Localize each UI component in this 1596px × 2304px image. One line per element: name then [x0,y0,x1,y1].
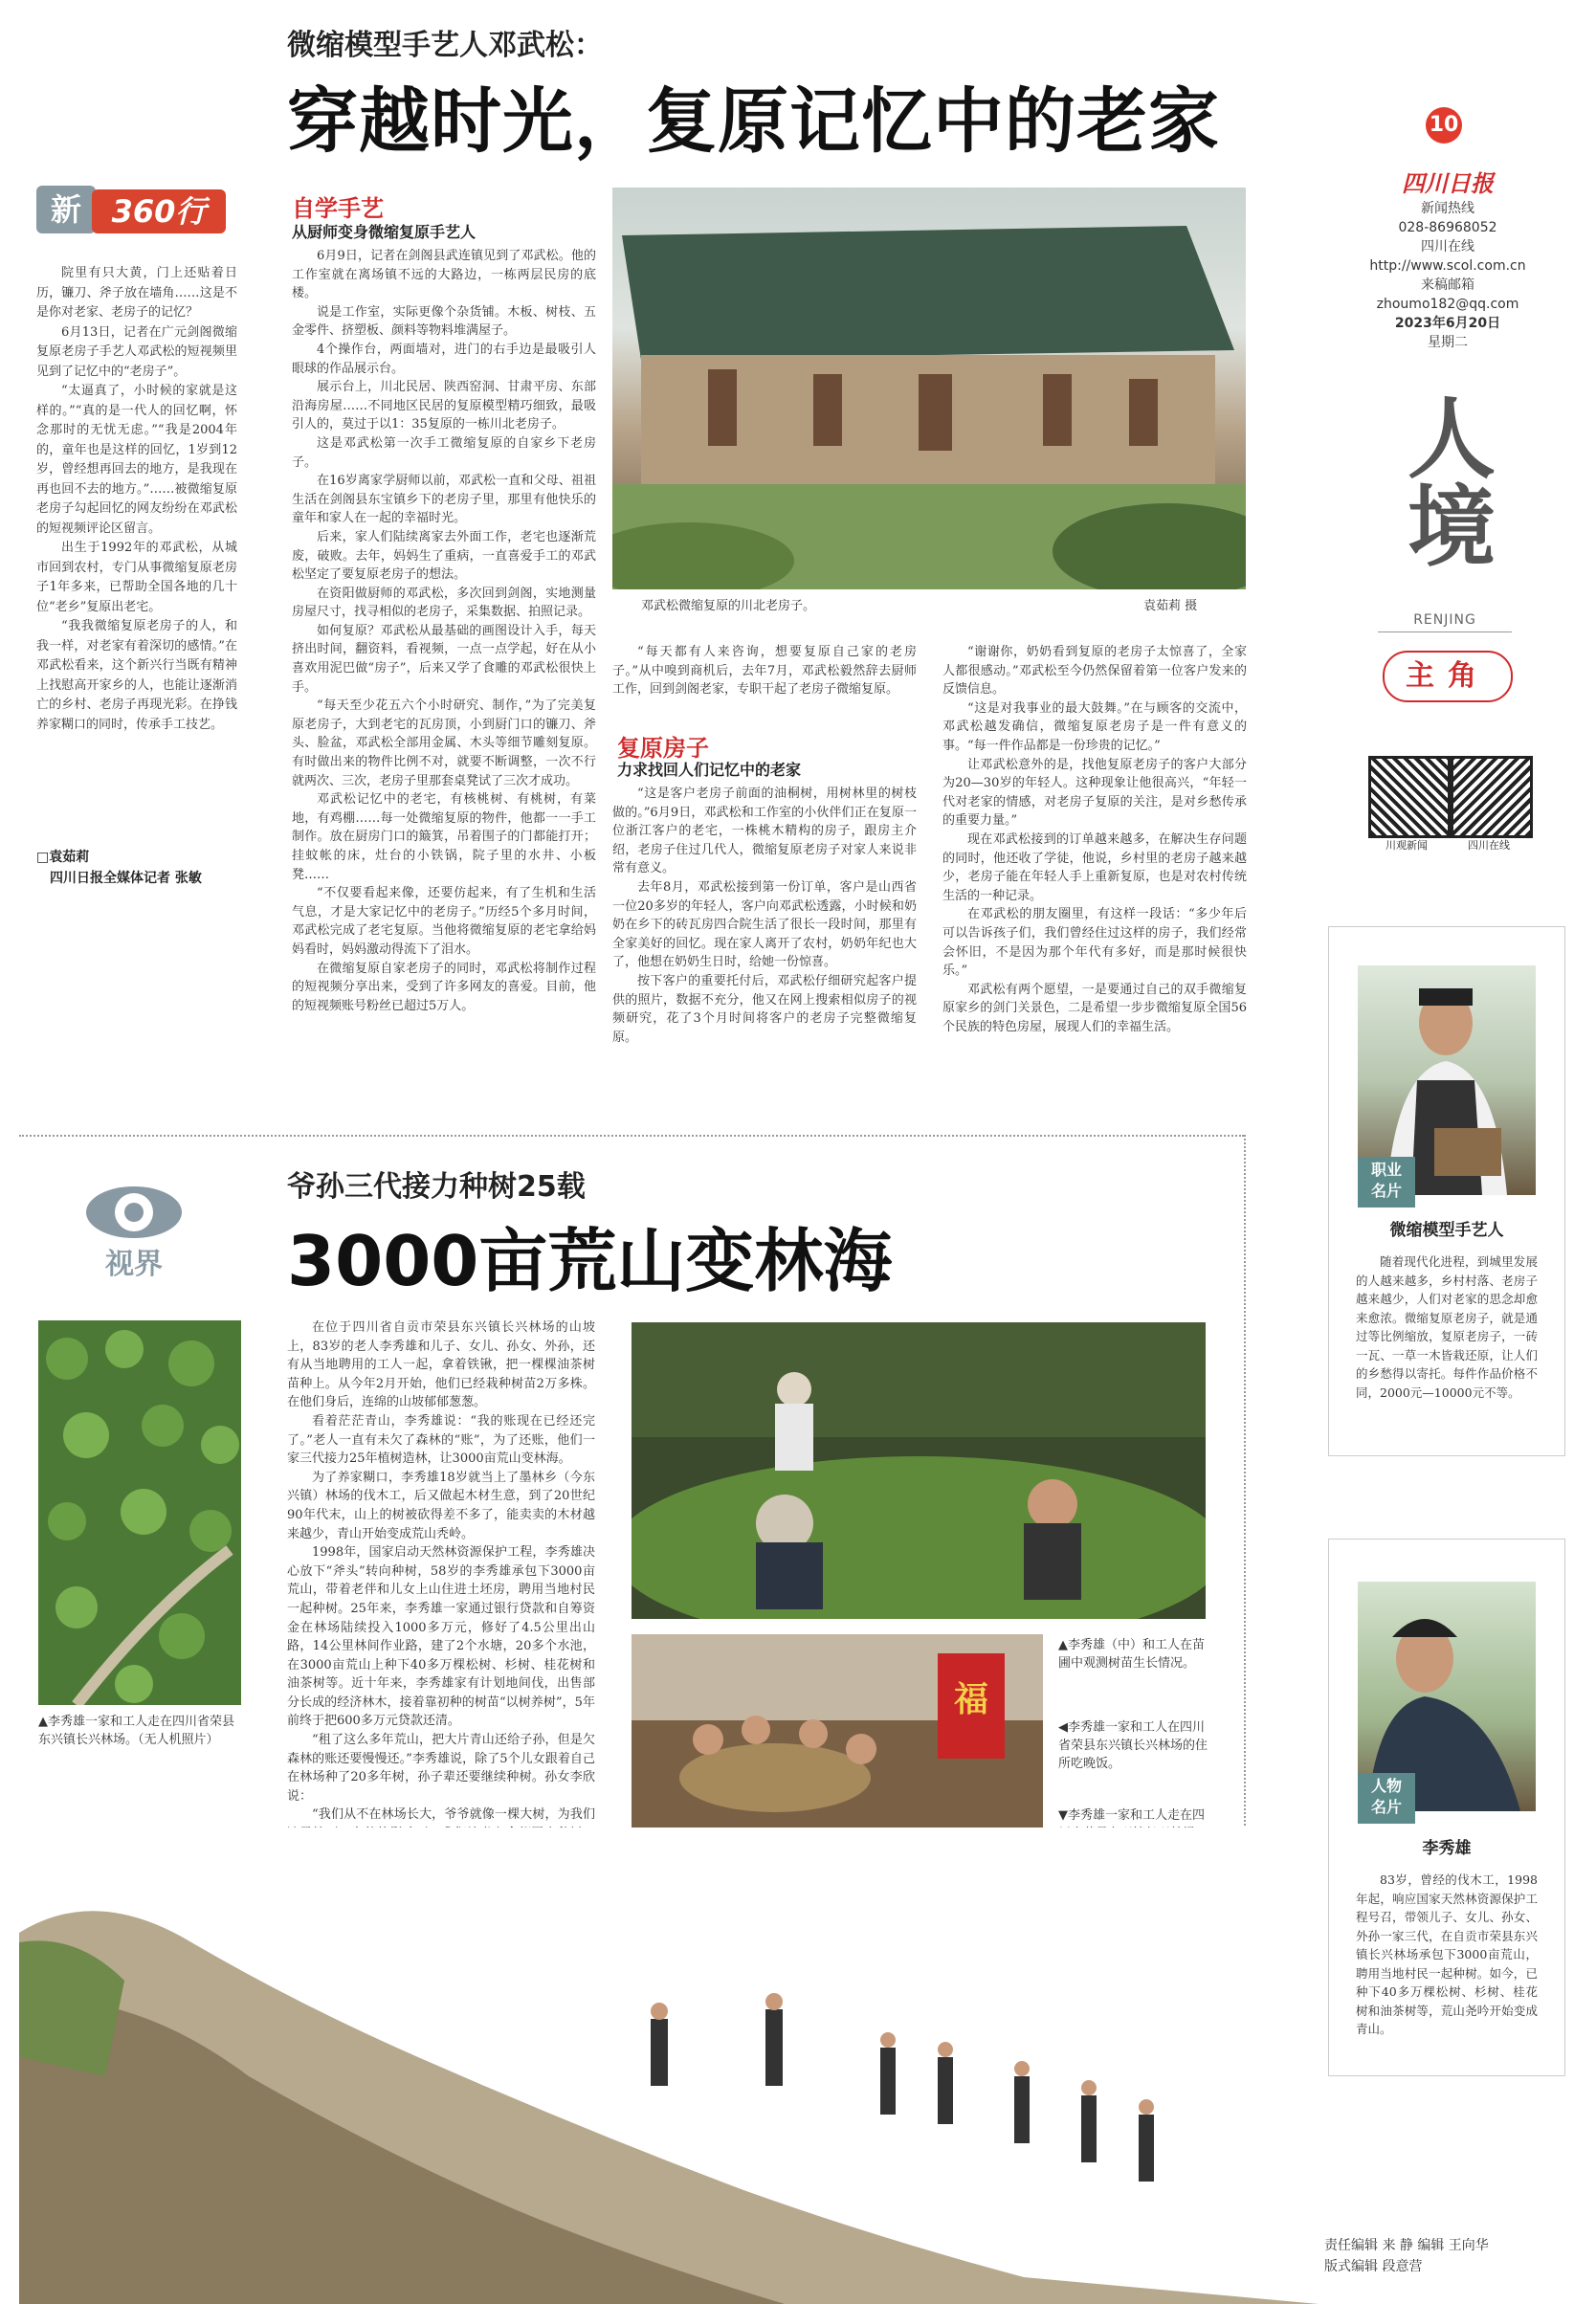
paragraph: 6月9日，记者在剑阁县武连镇见到了邓武松。他的工作室就在离场镇不远的大路边，一栋两层民房的底楼。 [292,249,596,301]
paragraph: “谢谢你，奶奶看到复原的老房子太惊喜了，全家人都很感动。”邓武松至今仍然保留着第一位客户发来的反馈信息。 [942,645,1247,698]
fu-character: 福 [953,1680,988,1719]
paragraph: “每天至少花五六个小时研究、制作，”为了完美复原老房子，大到老宅的瓦房顶，小到厨门口的镰刀、斧头、脸盆，邓武松全部用金属、木头等细节雕刻复原。有时做出来的物件比例不对，就要不断调整，一次不行就两次、三次，老房子里那套桌凳试了三次才成功。 [292,698,596,788]
paragraph: 4个操作台，两面墙对，进门的右手边是最吸引人眼球的作品展示台。 [292,342,596,376]
weekday: 星期二 [1428,335,1468,350]
profile1-badge [1358,1157,1415,1207]
profile-card-li [1328,1539,1565,2076]
paragraph: 在资阳做厨师的邓武松，多次回到剑阁，实地测量房屋尺寸，找寻相似的老房子，采集数据、拍照记录。 [292,586,596,620]
nursery-photo [632,1322,1206,1619]
paragraph: 出生于1992年的邓武松，从城市回到农村，专门从事微缩复原老房子1年多来，已帮助全国各地的几十位“老乡”复原出老宅。 [36,541,237,614]
photo-caption: 邓武松微缩复原的川北老房子。 [641,599,816,613]
story1-headline: 穿越时光，复原记忆中的老家 [287,80,1220,163]
hillside-illustration [19,1828,1319,2304]
divider [19,1135,1244,1137]
qr-code-icon [1451,756,1533,838]
sec2-title: 复原房子 [617,734,709,762]
paragraph: “我我微缩复原老房子的人，和我一样，对老家有着深切的感情。”在邓武松看来，这个新兴行当既有精神上找慰高开家乡的人，也能让逐渐消亡的乡村、老房子再现光彩。在挣钱养家糊口的同时，传承手工技艺。 [36,619,237,732]
hotline: 028-86968052 [1398,220,1497,235]
paragraph: 说是工作室，实际更像个杂货铺。木板、树枝、五金零件、挤塑板、颜料等物料堆满屋子。 [292,304,596,339]
house-model-photo [612,188,1246,589]
paragraph: 如何复原？邓武松从最基础的画图设计入手，每天挤出时间，翻资料，看视频，一点一点学起，好在从小喜欢用泥巴做“房子”，后来又学了食雕的邓武松很快上手。 [292,623,596,695]
column-tag [36,182,232,235]
qr1-caption: 川观新闻 [1385,839,1428,852]
aerial-forest-illustration [38,1320,241,1705]
paragraph: 展示台上，川北民居、陕西窑洞、甘肃平房、东部沿海房屋……不同地区民居的复原模型精巧细致，最吸引人的，莫过于以1：35复原的一栋川北老房子。 [292,380,596,432]
hotline-label: 新闻热线 [1421,201,1474,216]
paragraph: 83岁，曾经的伐木工，1998年起，响应国家天然林资源保护工程号召，带领儿子、女儿、孙女、外孙一家三代，在自贡市荣县东兴镇长兴林场承包下3000亩荒山，聘用当地村民一起种树。如今，已种下40多万棵松树、杉树、桂花树和油茶树等，荒山尧吟开始变成青山。 [1356,1872,1538,2036]
profile1-badge-bottom: 名片 [1370,1182,1402,1200]
sec2-subtitle: 力求找回人们记忆中的老家 [617,761,802,779]
site-url: http://www.scol.com.cn [1369,258,1526,274]
story1-col3 [942,643,1247,1036]
paragraph: 按下客户的重要托付后，邓武松仔细研究起客户提供的照片，数据不充分，他又在网上搜索相似房子的视频研究，花了3个月时间将客户的老房子完整微缩复原。 [612,973,917,1045]
paragraph: “每天都有人来咨询，想要复原自己家的老房子。”从中嗅到商机后，去年7月，邓武松毅然辞去厨师工作，回到剑阁老家，专职干起了老房子微缩复原。 [612,645,917,698]
paragraph: 为了养家糊口，李秀雄18岁就当上了墨林乡（今东兴镇）林场的伐木工，后又做起木材生意，到了20世纪90年代末，山上的树被砍得差不多了，能卖卖的木材越来越少，青山开始变成荒山秃岭。 [287,1470,595,1541]
house-model-illustration [612,188,1246,589]
paragraph: “我们从不在林场长大，爷爷就像一棵大树，为我们 [312,1807,595,1823]
paragraph: 1998年，国家启动天然林资源保护工程，李秀雄决心放下“斧头”转向种树，58岁的李秀雄承包下3000亩荒山，带着老伴和儿女上山住进土坯房，聘用当地村民一起种树。25年来，李秀雄一家通过银行贷款和自筹资金在林场陆续投入1000多万元，修好了4.5公里出山路，14公里林间作业路，建了2个水塘，20多个水池，在3000亩荒山上种下40多万棵松树、杉树、桂花树和油茶树等。近十年来，李秀雄家有计划地间伐，出售部分长成的经济林木，接着靠初种的树苗“以树养树”，5年前终于把600多万元贷款还清。 [287,1545,595,1729]
column-tag-a: 新 [36,186,96,233]
email-label: 来稿邮箱 [1421,277,1474,293]
dinner-photo [632,1634,1043,1856]
profile2-text [1356,1871,1538,2039]
dinner-illustration [632,1634,1043,1856]
profile1-badge-top: 职业 [1370,1161,1402,1179]
caption-r1: ▲李秀雄（中）和工人在苗圃中观测树苗生长情况。 [1058,1638,1205,1671]
profile2-badge-bottom: 名片 [1370,1798,1402,1816]
byline-reporter: □袁茹莉 [36,850,90,865]
shijie-label: 视界 [105,1248,163,1281]
paper-logo: 四川日报 [1402,169,1494,197]
profile1-title: 微缩模型手艺人 [1389,1221,1504,1240]
story1-sidebar [36,264,237,735]
profile2-name: 李秀雄 [1422,1839,1472,1858]
section-calligraphy [1378,392,1512,588]
profile2-badge-top: 人物 [1370,1777,1402,1795]
story2-body [287,1318,595,1881]
email: zhoumo182@qq.com [1376,297,1519,312]
paragraph: 6月13日，记者在广元剑阁微缩复原老房子手艺人邓武松的短视频里见到了记忆中的“老房子”。 [36,324,237,379]
page-number: 10 [1426,107,1462,144]
column-badge: 主角 [1383,651,1513,702]
masthead-info [1347,199,1548,352]
section-calligraphy-text: 人境 [1393,392,1496,568]
paragraph: 让邓武松意外的是，找他复原老房子的客户大部分为20—30岁的年轻人。这种现象让他很高兴，“年轻一代对老家的情感，对老房子复原的关注，是对乡愁传承的重要力量。” [942,757,1247,829]
paragraph: 后来，家人们陆续离家去外面工作，老宅也逐渐荒废，破败。去年，妈妈生了重病，一直喜爱手工的邓武松坚定了要复原老房子的想法。 [292,529,596,583]
paragraph: “这是客户老房子前面的油桐树，用树林里的树枝做的。”6月9日，邓武松和工作室的小伙伴们正在复原一位浙江客户的老宅，一株桃木精构的房子，跟房主介绍，老房子住过几代人，微缩复原老房子对家人来说非常有意义。 [612,786,917,876]
paragraph: 现在邓武松接到的订单越来越多，在解决生存问题的同时，他还收了学徒，他说，乡村里的老房子越来越少，老房子能在年轻人手上重新复原，也是对农村传统生活的一种记录。 [942,831,1247,903]
footer-credits [1324,2235,1489,2277]
paragraph: 在微缩复原自家老房子的同时，邓武松将制作过程的短视频分享出来，受到了许多网友的喜爱。目前，他的短视频账号粉丝已超过5万人。 [292,961,596,1013]
story1-byline [36,847,237,889]
paragraph: 在16岁离家学厨师以前，邓武松一直和父母、祖祖生活在剑阁县东宝镇乡下的老房子里，那里有他快乐的童年和家人在一起的幸福时光。 [292,474,596,526]
story1-kicker: 微缩模型手艺人邓武松： [287,29,603,62]
paragraph: 随着现代化进程，到城里发展的人越来越多，乡村村落、老房子越来越少，人们对老家的思念却愈来愈浓。微缩复原老房子，就是通过等比例缩放，复原老房子，一砖一瓦、一草一木皆栽还原，让人们的乡愁得以寄托。每件作品价格不同，2000元—10000元不等。 [1356,1254,1538,1400]
paragraph: 在位于四川省自贡市荣县东兴镇长兴林场的山坡上，83岁的老人李秀雄和儿子、女儿、孙女、外孙，还有从当地聘用的工人一起，拿着铁锹，把一棵棵油茶树苗种上。从今年2月开始，他们已经栽种树苗2万多株。在他们身后，连绵的山坡郁郁葱葱。 [287,1320,595,1410]
site-label: 四川在线 [1421,239,1474,255]
qr2-caption: 四川在线 [1468,839,1510,852]
paragraph: 院里有只大黄，门上还贴着日历，镰刀、斧子放在墙角……这是不是你对老家、老房子的记忆？ [36,266,237,320]
story1-col2 [612,643,917,699]
byline-org: 四川日报全媒体记者 张敏 [50,871,202,886]
paragraph: 在邓武松的朋友圈里，有这样一段话：“多少年后可以告诉孩子们，我们曾经住过这样的房子，我们经常会怀旧，不是因为那个年代有多好，而是那时候很快乐。” [942,907,1247,979]
layout-line: 版式编辑 段意营 [1324,2259,1423,2274]
sec1-subtitle: 从厨师变身微缩复原手艺人 [292,223,477,241]
story2-kicker: 爷孙三代接力种树25载 [287,1170,586,1204]
paragraph: “这是对我事业的最大鼓舞。”在与顾客的交流中，邓武松越发确信，微缩复原老房子是一件有意义的事。“每一件作品都是一份珍贵的记忆。” [942,700,1247,753]
profile2-badge [1358,1773,1415,1824]
hillside-photo [19,1828,1319,2304]
paragraph: “不仅要看起来像，还要仿起来，有了生机和生活气息，才是大家记忆中的老房子。”历经5个多月时间，邓武松完成了老宅复原。当他将微缩复原的老宅拿给妈妈看时，妈妈激动得流下了泪水。 [292,886,596,957]
eye-icon [86,1186,182,1238]
editor-line: 责任编辑 来 静 编辑 王向华 [1324,2238,1489,2253]
paragraph: 看着茫茫青山，李秀雄说：“我的账现在已经还完了。”老人一直有未欠了森林的“账”，为了还账，他们一家三代接力25年植树造林，让3000亩荒山变林海。 [287,1413,595,1467]
story2-headline: 3000亩荒山变林海 [287,1221,893,1301]
paragraph: “太逼真了，小时候的家就是这样的。”“真的是一代人的回忆啊，怀念那时的无忧无虑。”“我是2004年的，童年也是这样的回忆，1岁到12岁，曾经想再回去的地方，是我现在再也回不去的地方。”……被微缩复原老房子勾起回忆的网友纷纷在邓武松的短视频评论区留言。 [36,384,237,536]
date: 2023年6月20日 [1394,316,1501,331]
section-pinyin: RENJING [1413,612,1476,628]
photo-credit: 袁茹莉 摄 [1143,599,1198,613]
caption-r3: ▼李秀雄一家和工人走在四 [1058,1808,1205,1823]
caption-r2: ◀李秀雄一家和工人在四川省荣县东兴镇长兴林场的住所吃晚饭。 [1058,1720,1208,1771]
column-tag-b: 360行 [92,189,226,233]
profile-card-craftsman [1328,926,1565,1456]
sec1-title: 自学手艺 [292,194,384,222]
story1-col2b [612,785,917,1047]
paragraph: 这是邓武松第一次手工微缩复原的自家乡下老房子。 [292,435,596,470]
caption-left: ▲李秀雄一家和工人走在四川省荣县东兴镇长兴林场。（无人机照片） [38,1715,234,1747]
profile1-text [1356,1252,1538,1402]
paragraph: 邓武松有两个愿望，一是要通过自己的双手微缩复原家乡的剑门关景色，二是希望一步步微缩复原全国56个民族的特色房屋，展现人们的幸福生活。 [942,982,1247,1034]
paragraph: 邓武松记忆中的老宅，有核桃树、有桃树，有菜地，有鸡棚……每一处微缩复原的物件，他都一一手工制作。放在厨房门口的簸箕，吊着围子的门都能打开；挂蚊帐的床，灶台的小铁锅，院子里的水井、小板凳…… [292,792,596,882]
story1-col1 [292,247,596,1015]
nursery-illustration [632,1322,1206,1619]
qr-code-icon [1368,756,1451,838]
aerial-forest-photo [38,1320,241,1705]
shijie-logo [77,1186,191,1282]
paragraph: 去年8月，邓武松接到第一份订单，客户是山西省一位20多岁的年轻人，客户向邓武松透露，小时候和奶奶在乡下的砖瓦房四合院生活了很长一段时间，那里有全家美好的回忆。现在家人离开了农村，奶奶年纪也大了，他想在奶奶生日时，给她一份惊喜。 [612,879,917,970]
paragraph: “租了这么多年荒山，把大片青山还给子孙，但是欠森林的账还要慢慢还。”李秀雄说，除了5个儿女跟着自己在林场种了20多年树，孙子辈还要继续种树。孙女李欣说： [287,1733,595,1804]
